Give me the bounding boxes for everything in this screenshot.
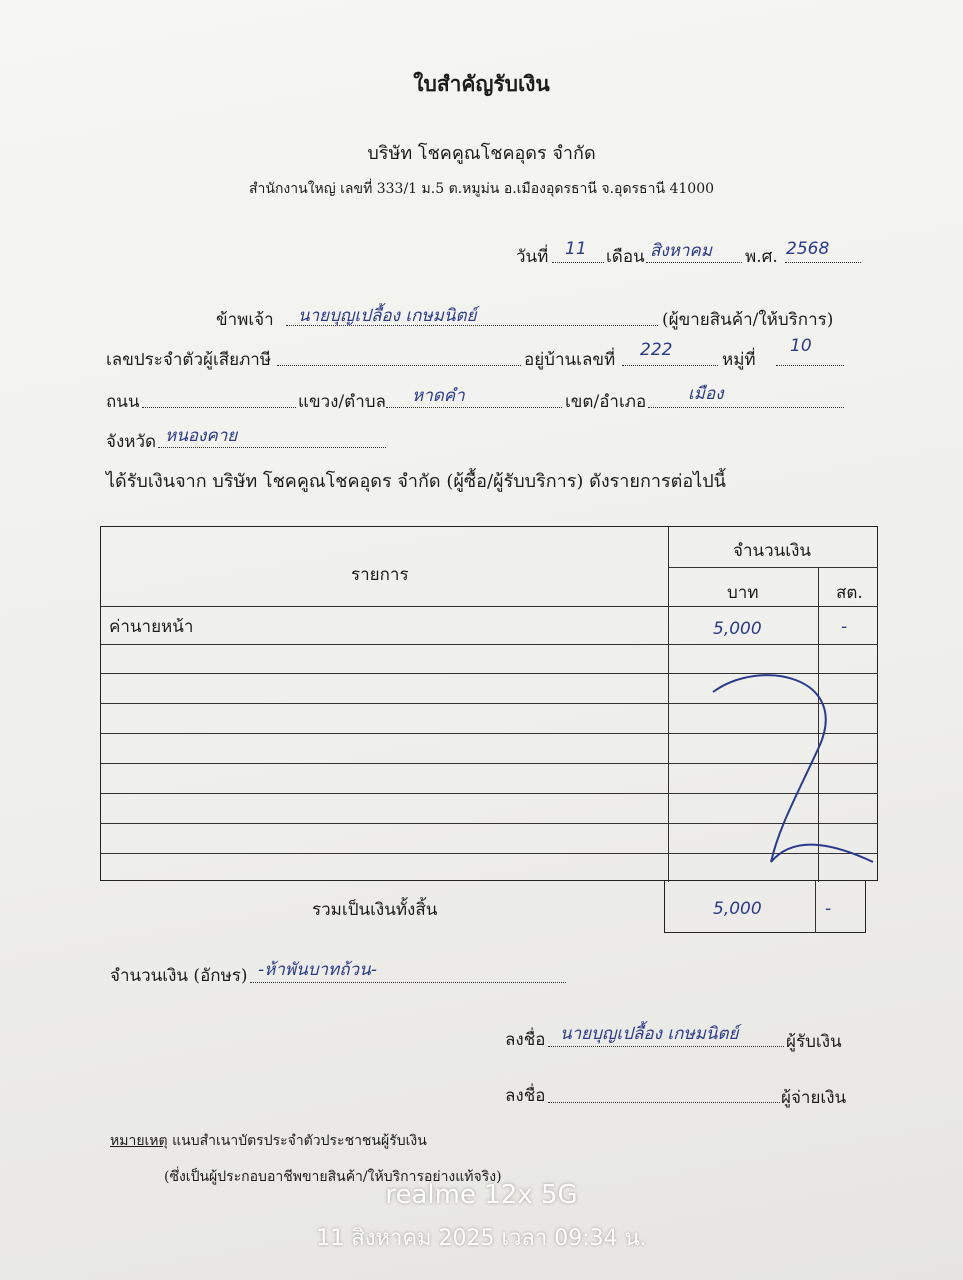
- company-name: บริษัท โชคคูณโชคอุดร จำกัด: [367, 143, 596, 164]
- month-value: สิงหาคม: [650, 241, 713, 261]
- total-label: รวมเป็นเงินทั้งสิ้น: [312, 900, 438, 920]
- note-text: แนบสำเนาบัตรประจำตัวประชาชนผู้รับเงิน: [172, 1133, 427, 1149]
- company-address: สำนักงานใหญ่ เลขที่ 333/1 ม.5 ต.หมูม่น อ.เมืองอุดรธานี จ.อุดรธานี 41000: [248, 181, 715, 197]
- row-satang: -: [841, 617, 848, 637]
- received-from-text: ได้รับเงินจาก บริษัท โชคคูณโชคอุดร จำกัด (ผู้ซื้อ/ผู้รับบริการ) ดังรายการต่อไปนี้: [106, 471, 726, 492]
- payee-name-label: ข้าพเจ้า: [216, 310, 274, 330]
- header-baht: บาท: [727, 583, 759, 603]
- road-label: ถนน: [106, 392, 140, 412]
- district-dots: [648, 407, 844, 408]
- header-satang: สต.: [836, 583, 863, 603]
- month-label: เดือน: [606, 247, 645, 267]
- year-dots: [785, 262, 861, 263]
- subdistrict-label: แขวง/ตำบล: [298, 392, 386, 412]
- note-label: หมายเหตุ: [110, 1133, 168, 1149]
- moo-value: 10: [790, 336, 812, 356]
- items-table: [100, 526, 878, 881]
- device-watermark: realme 12x 5G: [385, 1180, 578, 1210]
- tax-id-dots: [277, 365, 521, 366]
- document-title: ใบสำคัญรับเงิน: [413, 71, 550, 96]
- district-value: เมือง: [688, 384, 724, 404]
- sign-label-receiver: ลงชื่อ: [505, 1030, 546, 1050]
- total-box: [664, 881, 866, 933]
- district-label: เขต/อำเภอ: [565, 392, 647, 412]
- note-line: [110, 1130, 427, 1152]
- payee-name-suffix: (ผู้ขายสินค้า/ให้บริการ): [662, 310, 834, 330]
- year-value: 2568: [786, 239, 830, 259]
- moo-label: หมู่ที่: [722, 350, 756, 370]
- day-label: วันที่: [516, 247, 549, 267]
- province-label: จังหวัด: [106, 432, 157, 452]
- house-label: อยู่บ้านเลขที่: [524, 350, 616, 370]
- house-dots: [622, 365, 718, 366]
- total-baht: 5,000: [713, 899, 762, 919]
- payee-name-value: นายบุญเปลื้อง เกษมนิตย์: [298, 306, 477, 326]
- tax-id-label: เลขประจำตัวผู้เสียภาษี: [106, 350, 272, 370]
- amount-text-label: จำนวนเงิน (อักษร): [110, 966, 248, 986]
- day-value: 11: [565, 239, 587, 259]
- header-item: รายการ: [351, 565, 409, 585]
- year-label: พ.ศ.: [745, 247, 778, 267]
- house-value: 222: [640, 340, 673, 360]
- day-dots: [552, 262, 604, 263]
- header-amount: จำนวนเงิน: [733, 541, 812, 561]
- sign-dots-payer: [548, 1102, 780, 1103]
- province-value: หนองคาย: [165, 426, 238, 446]
- note-text-2: (ซึ่งเป็นผู้ประกอบอาชีพขายสินค้า/ให้บริการอย่างแท้จริง): [164, 1169, 502, 1185]
- amount-text-value: -ห้าพันบาทถ้วน-: [258, 960, 377, 980]
- row-item: ค่านายหน้า: [109, 617, 194, 637]
- total-satang: -: [825, 899, 832, 919]
- sign-label-payer: ลงชื่อ: [505, 1086, 546, 1106]
- timestamp-watermark: 11 สิงหาคม 2025 เวลา 09:34 น.: [316, 1226, 647, 1251]
- subdistrict-value: หาดคำ: [412, 386, 465, 406]
- moo-dots: [776, 365, 844, 366]
- receiver-signature: นายบุญเปลื้อง เกษมนิตย์: [560, 1024, 739, 1044]
- payer-role: ผู้จ่ายเงิน: [781, 1088, 847, 1108]
- receiver-role: ผู้รับเงิน: [786, 1032, 842, 1052]
- road-dots: [142, 407, 296, 408]
- cancel-scribble: [701, 657, 877, 882]
- row-baht: 5,000: [713, 619, 762, 639]
